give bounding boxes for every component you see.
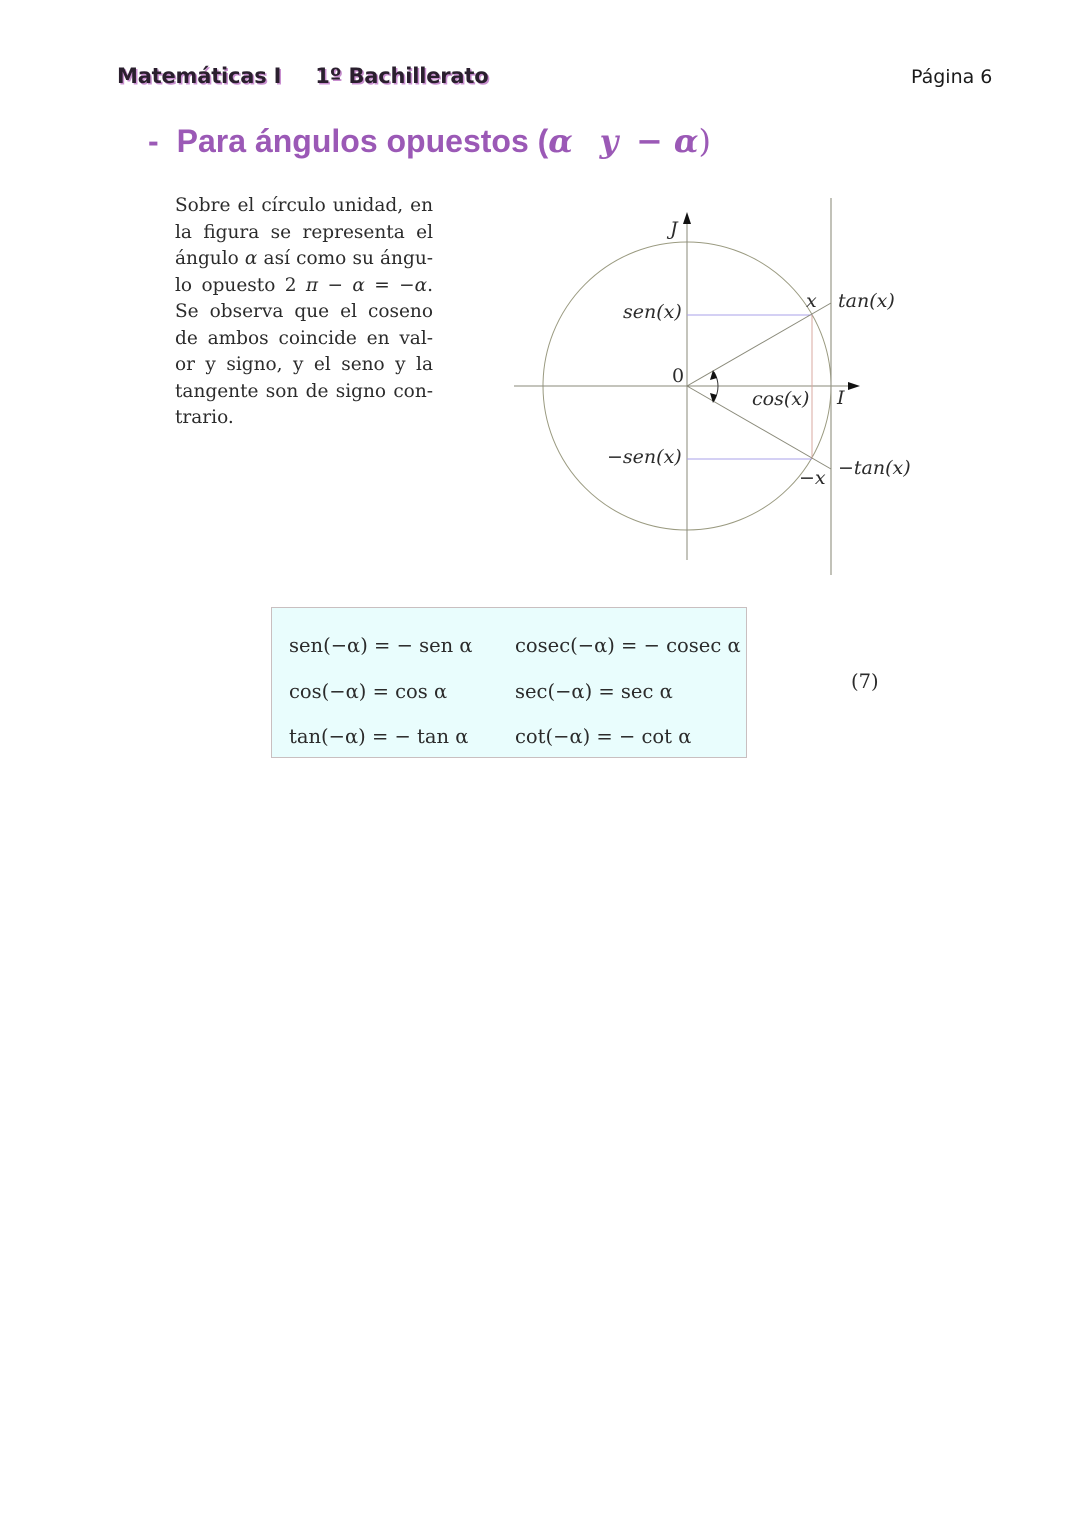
explanation-paragraph [175,193,433,432]
formula-tan: tan(−α) = − tan α [289,725,469,748]
para-alpha: α [414,274,428,296]
equation-number: (7) [851,670,879,693]
close-paren: ) [698,122,712,160]
formula-cot: cot(−α) = − cot α [515,725,692,748]
para-alpha: α [244,248,258,269]
tan-label: tan(x) [838,290,895,312]
para-text: = − [364,274,415,296]
document-header-left [117,64,488,88]
minus-alpha-symbol: − α [635,122,699,160]
i-axis-arrow-icon [848,382,860,390]
section-title [148,122,711,160]
para-pi: π [305,274,319,296]
neg-tan-label: −tan(x) [838,457,911,479]
alpha-symbol: α [548,122,573,160]
point-neg-x-label: −x [799,467,826,489]
unit-circle-diagram [500,195,920,580]
para-text: . Se observa que el coseno de ambos coincide en val- or y signo, y el seno y la tangente son de signo con- trario. [175,274,434,428]
para-text: así como su ángu- lo opuesto 2 [175,248,433,296]
unit-circle-figure [500,195,920,580]
j-axis-label: J [670,218,678,240]
point-x-label: x [806,290,817,312]
neg-sen-label: −sen(x) [607,446,682,468]
y-symbol: y [599,122,619,160]
formula-cos: cos(−α) = cos α [289,680,448,703]
subject-label: Matemáticas I [117,64,282,88]
page-number: Página 6 [911,66,993,88]
formula-sec: sec(−α) = sec α [515,680,673,703]
i-axis-label: I [837,387,845,409]
para-text: − [318,274,353,296]
formula-sen: sen(−α) = − sen α [289,634,473,657]
formula-cosec: cosec(−α) = − cosec α [515,634,741,657]
sen-label: sen(x) [623,301,682,323]
cos-label: cos(x) [752,388,810,410]
origin-label: 0 [672,365,685,387]
j-axis-arrow-icon [683,212,691,224]
para-text: Sobre el círculo unidad, en la figura se representa el ángulo [175,195,433,269]
para-alpha: α [352,274,365,296]
course-label: 1º Bachillerato [315,64,489,88]
formula-box [271,607,747,758]
section-title-text: Para ángulos opuestos ( [176,123,549,159]
bullet-dash: - [148,123,159,159]
